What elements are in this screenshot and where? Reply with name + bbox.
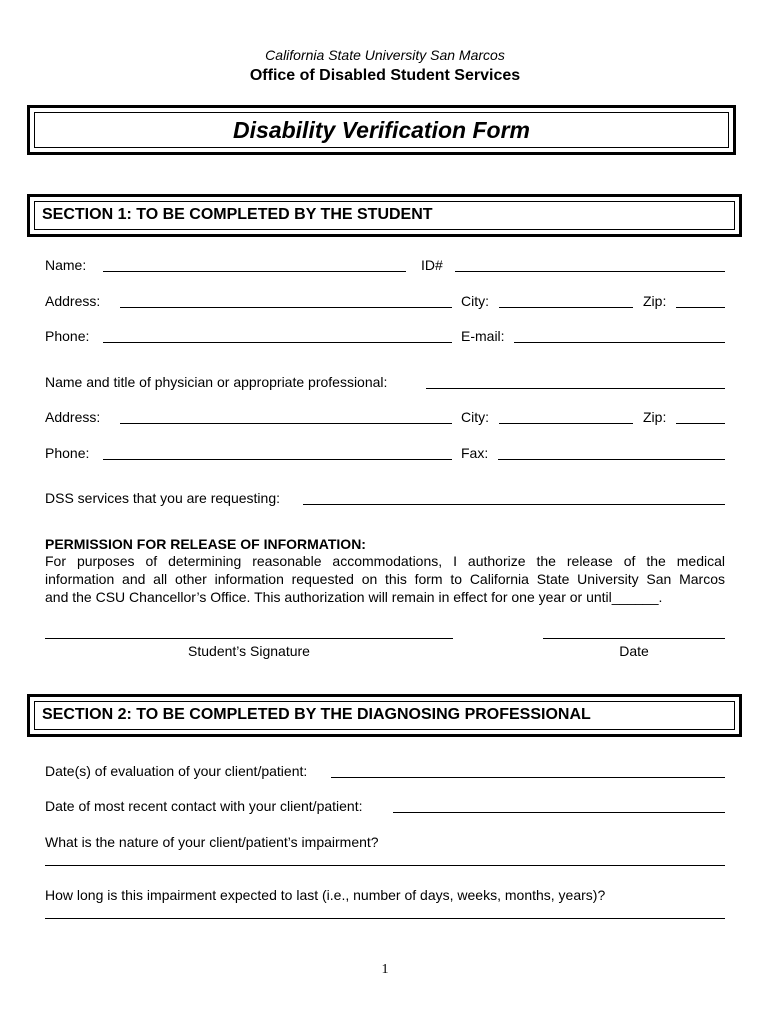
physician-field[interactable] <box>426 388 725 389</box>
section2-title: SECTION 2: TO BE COMPLETED BY THE DIAGNOSING PROFESSIONAL <box>42 706 591 723</box>
city-label: City: <box>461 293 489 309</box>
name-label: Name: <box>45 257 87 273</box>
page-number: 1 <box>381 962 389 977</box>
zip-label: Zip: <box>643 293 667 309</box>
fax-field[interactable] <box>498 459 725 460</box>
form-title: Disability Verification Form <box>233 117 530 143</box>
physician-phone-field[interactable] <box>103 459 452 460</box>
address-label: Address: <box>45 293 101 309</box>
services-field[interactable] <box>303 504 725 505</box>
signature-label: Student’s Signature <box>188 643 310 659</box>
duration-field[interactable] <box>45 918 725 919</box>
physician-address-field[interactable] <box>120 423 452 424</box>
physician-zip-label: Zip: <box>643 409 667 425</box>
physician-city-label: City: <box>461 409 489 425</box>
signature-date-field[interactable] <box>543 638 725 639</box>
section2-header-box <box>27 694 742 737</box>
physician-phone-label: Phone: <box>45 445 90 461</box>
signature-date-label: Date <box>619 643 649 659</box>
nature-label: What is the nature of your client/patient’s impairment? <box>45 834 379 850</box>
email-field[interactable] <box>514 342 725 343</box>
section1-title: SECTION 1: TO BE COMPLETED BY THE STUDENT <box>42 206 433 223</box>
physician-label: Name and title of physician or appropriate professional: <box>45 374 388 390</box>
permission-line-3: and the CSU Chancellor’s Office. This authorization will remain in effect for one year or until______. <box>45 589 663 605</box>
recent-contact-field[interactable] <box>393 812 725 813</box>
signature-field[interactable] <box>45 638 453 639</box>
address-field[interactable] <box>120 307 452 308</box>
office-name: Office of Disabled Student Services <box>249 67 521 84</box>
permission-title: PERMISSION FOR RELEASE OF INFORMATION: <box>45 536 366 552</box>
phone-field[interactable] <box>103 342 452 343</box>
phone-label: Phone: <box>45 328 90 344</box>
services-label: DSS services that you are requesting: <box>45 490 281 506</box>
physician-city-field[interactable] <box>499 423 633 424</box>
zip-field[interactable] <box>676 307 725 308</box>
permission-text <box>45 552 725 606</box>
fax-label: Fax: <box>461 445 489 461</box>
duration-label: How long is this impairment expected to last (i.e., number of days, weeks, months, years)? <box>45 887 606 903</box>
permission-line-1: For purposes of determining reasonable accommodations, I authorize the release of the medical <box>45 553 725 569</box>
form-title-box <box>27 105 736 155</box>
university-name: California State University San Marcos <box>265 47 505 63</box>
eval-dates-field[interactable] <box>331 777 725 778</box>
permission-line-2: information and all other information requested on this form to California State University San Marcos <box>45 571 725 587</box>
recent-contact-label: Date of most recent contact with your client/patient: <box>45 798 363 814</box>
physician-address-label: Address: <box>45 409 101 425</box>
id-field[interactable] <box>455 271 725 272</box>
section1-header-box <box>27 194 742 237</box>
nature-field[interactable] <box>45 865 725 866</box>
city-field[interactable] <box>499 307 633 308</box>
name-field[interactable] <box>103 271 406 272</box>
physician-zip-field[interactable] <box>676 423 725 424</box>
email-label: E-mail: <box>461 328 505 344</box>
eval-dates-label: Date(s) of evaluation of your client/patient: <box>45 763 308 779</box>
id-label: ID# <box>421 257 443 273</box>
